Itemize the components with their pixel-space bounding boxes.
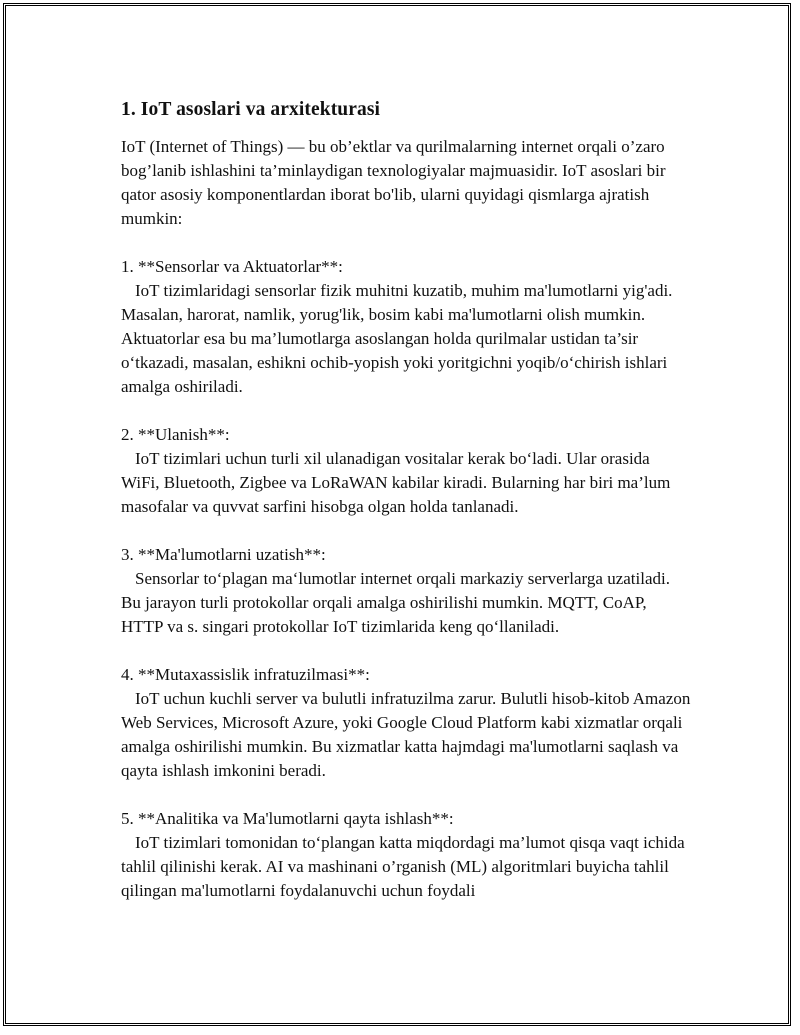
intro-paragraph: IoT (Internet of Things) — bu ob’ektlar va qurilmalarning internet orqali o’zaro bog’lanib ishlashini ta’minlaydigan texnologiyalar majmuasidir. IoT asoslari bir qator asosiy komponentlardan iborat bo'lib, ularni quyidagi qismlarga ajratish mumkin: [121,137,666,228]
section-body: IoT tizimlaridagi sensorlar fizik muhitni kuzatib, muhim ma'lumotlarni yig'adi. Masalan, harorat, namlik, yorug'lik, bosim kabi ma'lumotlarni olish mumkin. Aktuatorlar esa bu ma’lumotlarga asoslangan holda qurilmalar ustidan ta’sir o‘tkazadi, masalan, eshikni ochib-yopish yoki yoritgichni yoqib/o‘chirish ishlari amalga oshiriladi. [121,281,673,396]
section-infrastructure [121,663,691,783]
document-page [3,3,791,1026]
section-data-transfer [121,543,691,639]
section-connectivity [121,423,691,519]
section-body: IoT uchun kuchli server va bulutli infratuzilma zarur. Bulutli hisob-kitob Amazon Web Services, Microsoft Azure, yoki Google Cloud Platform kabi xizmatlar orqali amalga oshirilishi mumkin. Bu xizmatlar katta hajmdagi ma'lumotlarni saqlash va qayta ishlash imkonini beradi. [121,689,691,780]
section-body: IoT tizimlari uchun turli xil ulanadigan vositalar kerak bo‘ladi. Ular orasida WiFi, Bluetooth, Zigbee va LoRaWAN kabilar kiradi. Bularning har biri ma’lum masofalar va quvvat sarfini hisobga olgan holda tanlanadi. [121,449,671,516]
page-title: 1. IoT asoslari va arxitekturasi [121,99,381,120]
section-sensors [121,255,691,399]
section-title: 3. **Ma'lumotlarni uzatish**: [121,545,326,564]
section-analytics [121,807,691,903]
section-title: 2. **Ulanish**: [121,425,230,444]
document-content [121,98,691,927]
section-title: 4. **Mutaxassislik infratuzilmasi**: [121,665,370,684]
section-title: 5. **Analitika va Ma'lumotlarni qayta ishlash**: [121,809,454,828]
section-body: Sensorlar to‘plagan ma‘lumotlar internet orqali markaziy serverlarga uzatiladi. Bu jarayon turli protokollar orqali amalga oshirilishi mumkin. MQTT, CoAP, HTTP va s. singari protokollar IoT tizimlarida keng qo‘llaniladi. [121,569,670,636]
section-body: IoT tizimlari tomonidan to‘plangan katta miqdordagi ma’lumot qisqa vaqt ichida tahlil qilinishi kerak. AI va mashinani o’rganish (ML) algoritmlari buyicha tahlil qilingan ma'lumotlarni foydalanuvchi uchun foydali [121,833,685,900]
section-title: 1. **Sensorlar va Aktuatorlar**: [121,257,343,276]
